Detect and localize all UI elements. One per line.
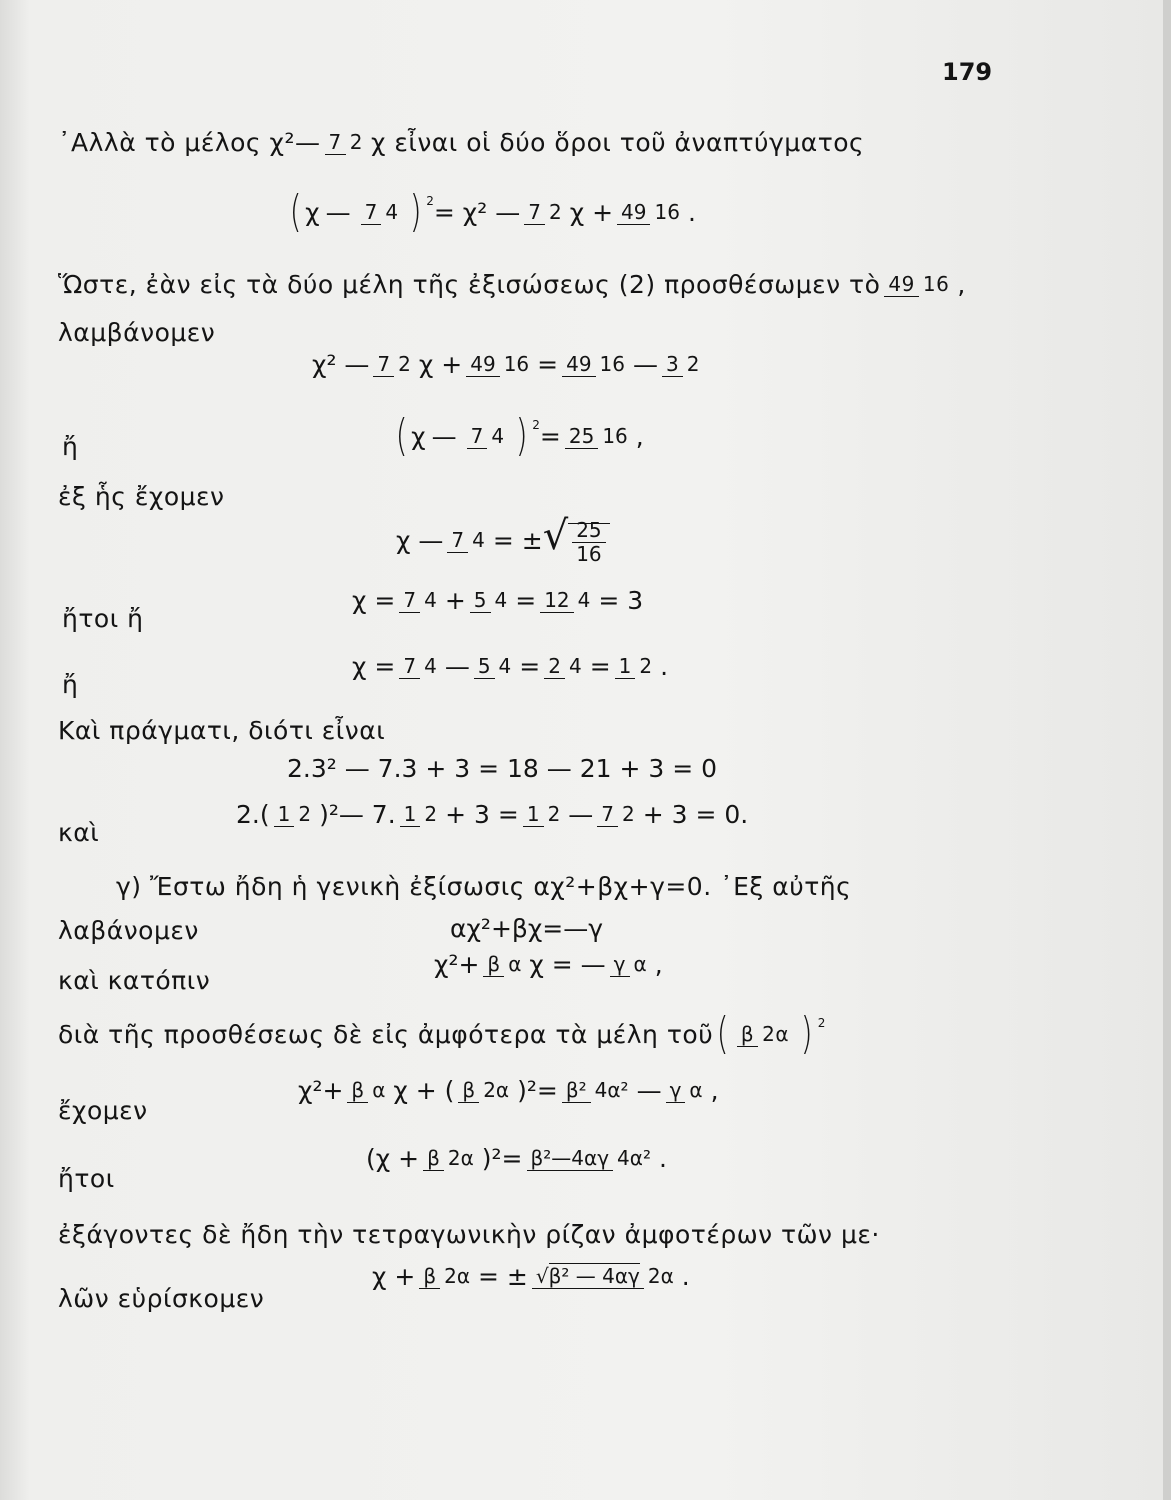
square-root: √ $\frac{25}{16}$ [543,516,610,566]
text-line-15: λῶν εὑρίσκομεν [58,1284,265,1313]
text-line-6: Καὶ πράγματι, διότι εἶναι [58,716,386,745]
equation-4: χ — 7 4 = ± √ $\frac{25}{16}$ [396,516,610,566]
equation-9: αχ²+βχ=—γ [450,914,604,943]
equation-10: χ²+ β α χ = — γ α , [434,950,663,979]
text-line-8: γ) Ἔστω ἤδη ἡ γενικὴ ἐξίσωσις αχ²+βχ+γ=0. ᾿Εξ αὐτῆς [116,872,852,901]
fraction: 7 4 [361,201,402,224]
text-line-13: ἤτοι [58,1164,115,1193]
text-line-5: ἤτοι ἤ [62,604,144,633]
fraction: 49 16 [617,201,684,224]
text-line-14: ἐξάγοντες δὲ ἤδη τὴν τετραγωνικὴν ρίζαν ἀμφοτέρων τῶν με· [58,1220,880,1249]
text-or-1: ἤ [62,432,79,461]
fraction: 49 16 [884,273,953,296]
page-number: 179 [942,58,993,86]
text-line-9: λαβάνομεν [58,916,199,945]
text: χ εἶναι οἱ δύο ὅροι τοῦ ἀναπτύγματος [370,128,865,157]
equation-12: χ²+ β α χ + ( β 2α )²= β² 4α² — γ α , [298,1076,719,1105]
text: ᾿Αλλὰ τὸ μέλος χ²— [58,128,321,157]
text-line-3: λαμβάνομεν [58,318,216,347]
text-line-4: ἐξ ἧς ἔχομεν [58,482,225,511]
equation-8: 2.( 1 2 )²— 7. 1 2 + 3 = 1 2 — 7 2 + 3 = 0. [236,800,749,829]
equation-2: χ² — 7 2 χ + 49 16 = 49 16 — 3 2 [312,350,700,379]
text-line-2: Ὥστε, ἐὰν εἰς τὰ δύο μέλη τῆς ἐξισώσεως (2) προσθέσωμεν τὸ 49 16 , [58,270,966,299]
text-line-7: καὶ [58,818,100,847]
equation-5: χ = 7 4 + 5 4 = 12 4 = 3 [352,586,644,615]
fraction-7-2: 7 2 [325,131,367,154]
fraction-root: √β² — 4αγ 2α [532,1265,678,1288]
text-line-12: ἔχομεν [58,1096,148,1125]
page-edge [1163,0,1171,1500]
text-line-1 [58,128,864,157]
equation-7: 2.3² — 7.3 + 3 = 18 — 21 + 3 = 0 [287,754,718,783]
equation-3: ( χ — 7 4 ) 2 = 25 16 , [395,410,644,461]
text-line-10: καὶ κατόπιν [58,966,211,995]
text-or-2: ἤ [62,670,79,699]
fraction: 7 2 [524,201,565,224]
equation-14: χ + β 2α = ± √β² — 4αγ 2α . [372,1262,690,1291]
text-line-11: διὰ τῆς προσθέσεως δὲ εἰς ἀμφότερα τὰ μέλη τοῦ ( β 2α ) 2 [58,1008,826,1059]
equation-13: (χ + β 2α )²= β²—4αγ 4α² . [366,1144,667,1173]
equation-1: ( χ — 7 4 ) 2 = χ² — 7 2 χ + 49 16 . [289,186,696,237]
equation-6: χ = 7 4 — 5 4 = 2 4 = 1 2 . [352,652,669,681]
